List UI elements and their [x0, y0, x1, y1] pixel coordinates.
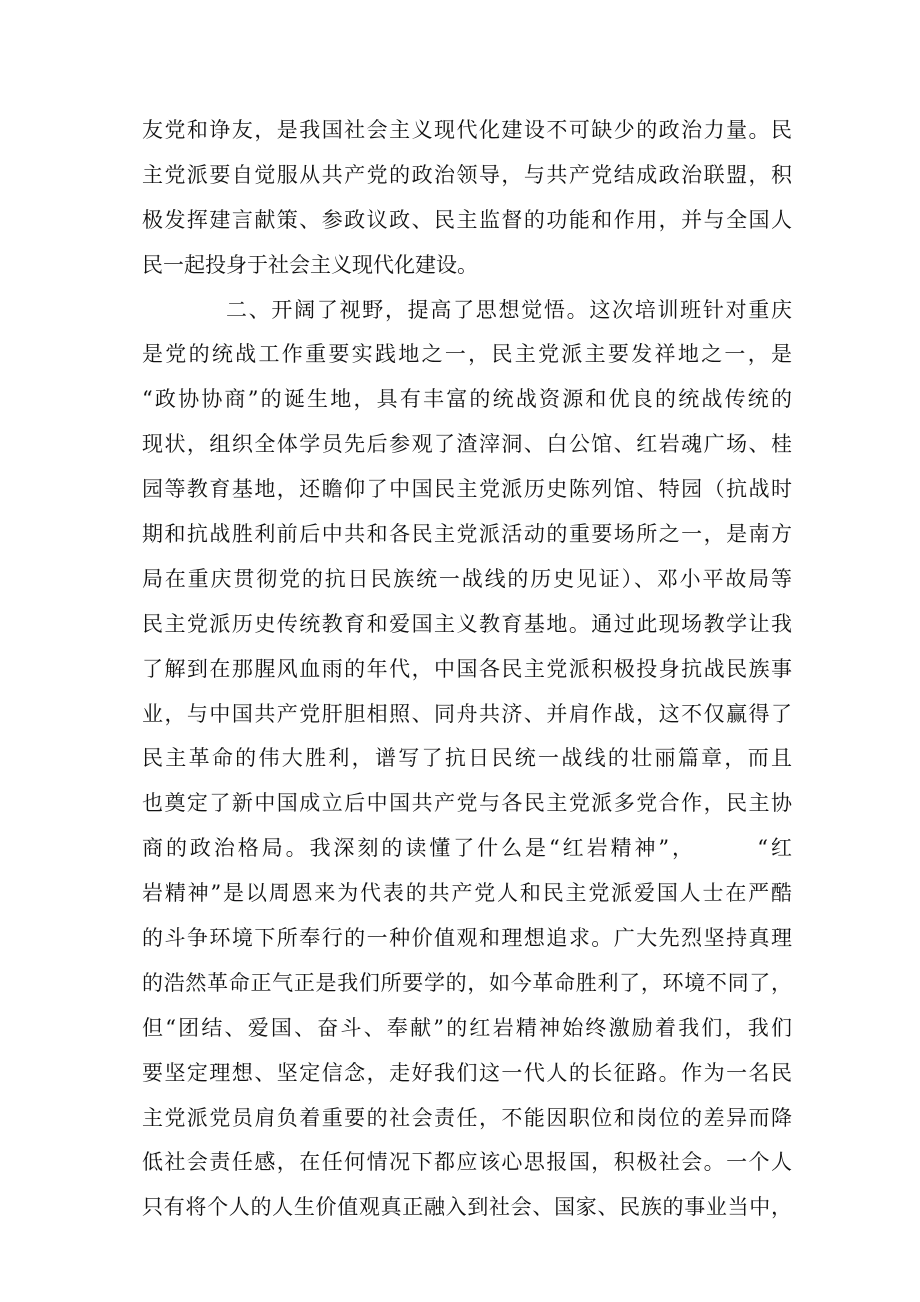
text-line-6: 是党的统战工作重要实践地之一，民主党派主要发祥地之一，是 [142, 342, 792, 367]
document-body [142, 108, 792, 1230]
text-line-19: 的斗争环境下所奉行的一种价值观和理想追求。广大先烈坚持真理 [142, 926, 792, 951]
text-line-1: 友党和诤友，是我国社会主义现代化建设不可缺少的政治力量。民 [142, 118, 792, 142]
text-line-4: 民一起投身于社会主义现代化建设。 [142, 252, 478, 277]
text-line-7: “政协协商”的诞生地，具有丰富的统战资源和优良的统战传统的 [142, 387, 792, 412]
text-line-13: 了解到在那腥风血雨的年代，中国各民主党派积极投身抗战民族事 [142, 656, 792, 681]
text-line-15: 民主革命的伟大胜利，谱写了抗日民统一战线的壮丽篇章，而且 [142, 746, 792, 771]
text-line-10: 期和抗战胜利前后中共和各民主党派活动的重要场所之一，是南方 [142, 522, 792, 547]
text-line-23: 主党派党员肩负着重要的社会责任，不能因职位和岗位的差异而降 [142, 1105, 792, 1130]
text-line-22: 要坚定理想、坚定信念，走好我们这一代人的长征路。作为一名民 [142, 1060, 792, 1085]
text-line-9: 园等教育基地，还瞻仰了中国民主党派历史陈列馆、特园（抗战时 [142, 477, 792, 502]
text-line-8: 现状，组织全体学员先后参观了渣滓洞、白公馆、红岩魂广场、桂 [142, 432, 792, 457]
text-line-11: 局在重庆贯彻党的抗日民族统一战线的历史见证）、邓小平故局等 [142, 566, 792, 591]
section-heading-line: 二、开阔了视野，提高了思想觉悟。这次培训班针对重庆 [226, 297, 792, 322]
text-line-20: 的浩然革命正气正是我们所要学的，如今革命胜利了，环境不同了， [142, 970, 792, 995]
text-line-18: 岩精神”是以周恩来为代表的共产党人和民主党派爱国人士在严酷 [142, 881, 792, 906]
text-line-17: 商的政治格局。我深刻的读懂了什么是“红岩精神”， “红 [142, 836, 792, 861]
text-line-2: 主党派要自觉服从共产党的政治领导，与共产党结成政治联盟，积 [142, 162, 792, 187]
text-line-21: 但“团结、爱国、奋斗、奉献”的红岩精神始终激励着我们，我们 [142, 1015, 792, 1040]
text-line-3: 极发挥建言献策、参政议政、民主监督的功能和作用，并与全国人 [142, 207, 792, 232]
text-line-14: 业，与中国共产党肝胆相照、同舟共济、并肩作战，这不仅赢得了 [142, 701, 792, 726]
text-line-24: 低社会责任感，在任何情况下都应该心思报国，积极社会。一个人 [142, 1150, 792, 1175]
text-line-12: 民主党派历史传统教育和爱国主义教育基地。通过此现场教学让我 [142, 611, 792, 636]
text-line-16: 也奠定了新中国成立后中国共产党与各民主党派多党合作，民主协 [142, 791, 792, 816]
text-line-25: 只有将个人的人生价值观真正融入到社会、国家、民族的事业当中， [142, 1195, 792, 1220]
